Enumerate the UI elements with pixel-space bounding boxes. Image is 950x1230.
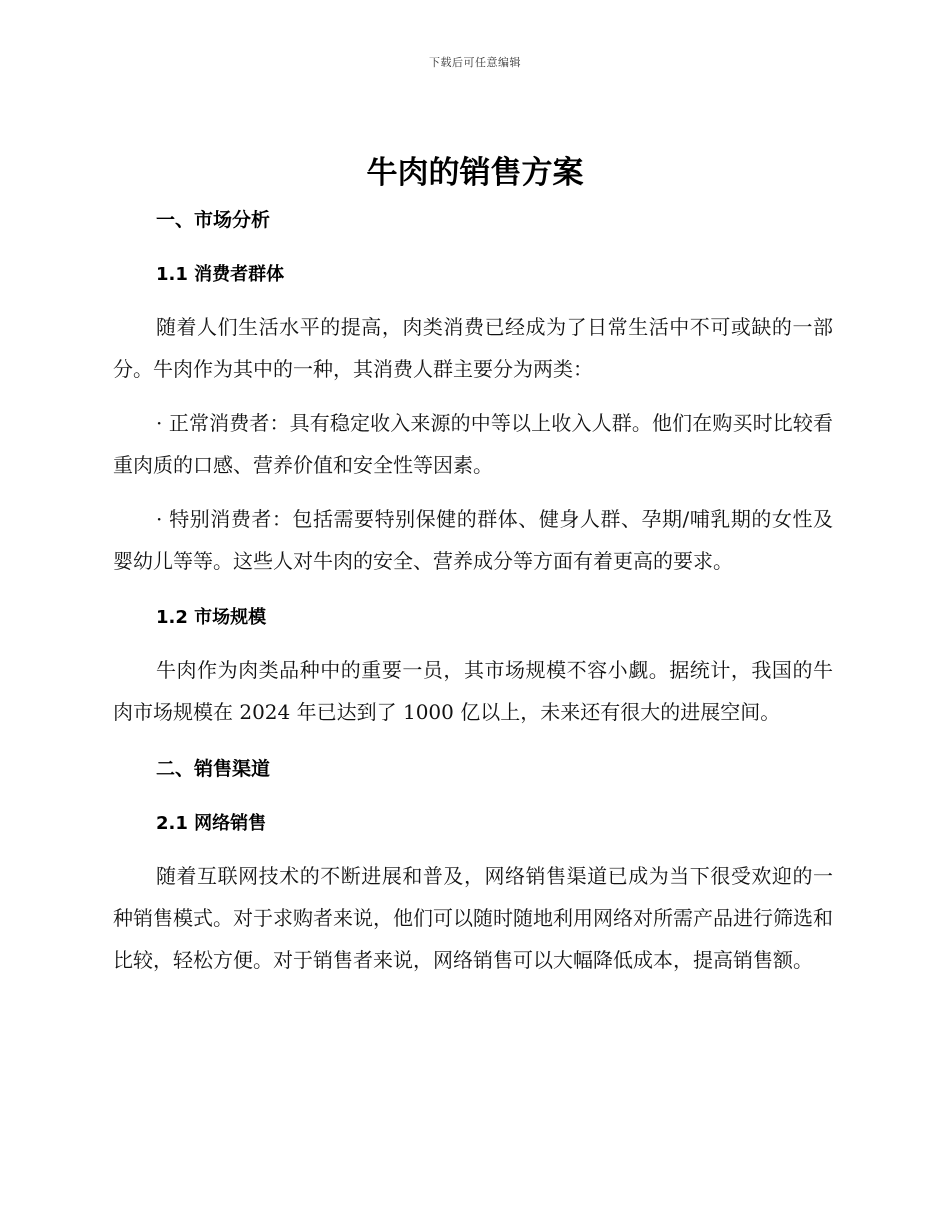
paragraph-online-sales: 随着互联网技术的不断进展和普及，网络销售渠道已成为当下很受欢迎的一种销售模式。对于求购者来说，他们可以随时随地利用网络对所需产品进行筛选和比较，轻松方便。对于销售者来说，网络销售可以大幅降低成本，提高销售额。 [113, 864, 833, 972]
section-heading-market-analysis: 一、市场分析 [156, 209, 271, 231]
paragraph-consumer-intro: 随着人们生活水平的提高，肉类消费已经成为了日常生活中不可或缺的一部分。牛肉作为其中的一种，其消费人群主要分为两类： [113, 315, 833, 381]
section-heading-sales-channels: 二、销售渠道 [156, 758, 271, 780]
paragraph-normal-consumers: · 正常消费者：具有稳定收入来源的中等以上收入人群。他们在购买时比较看重肉质的口感、营养价值和安全性等因素。 [113, 411, 833, 477]
subsection-heading-market-size: 1.2 市场规模 [156, 607, 267, 628]
subsection-heading-online-sales: 2.1 网络销售 [156, 813, 267, 834]
paragraph-special-consumers: · 特别消费者：包括需要特别保健的群体、健身人群、孕期/哺乳期的女性及婴幼儿等等。这些人对牛肉的安全、营养成分等方面有着更高的要求。 [113, 507, 833, 573]
header-note: 下载后可任意编辑 [429, 56, 521, 69]
paragraph-market-size: 牛肉作为肉类品种中的重要一员，其市场规模不容小觑。据统计，我国的牛肉市场规模在 2024 年已达到了 1000 亿以上，未来还有很大的进展空间。 [113, 658, 833, 724]
document-title: 牛肉的销售方案 [366, 155, 584, 191]
document-body [113, 196, 833, 993]
subsection-heading-consumer-groups: 1.1 消费者群体 [156, 264, 285, 285]
